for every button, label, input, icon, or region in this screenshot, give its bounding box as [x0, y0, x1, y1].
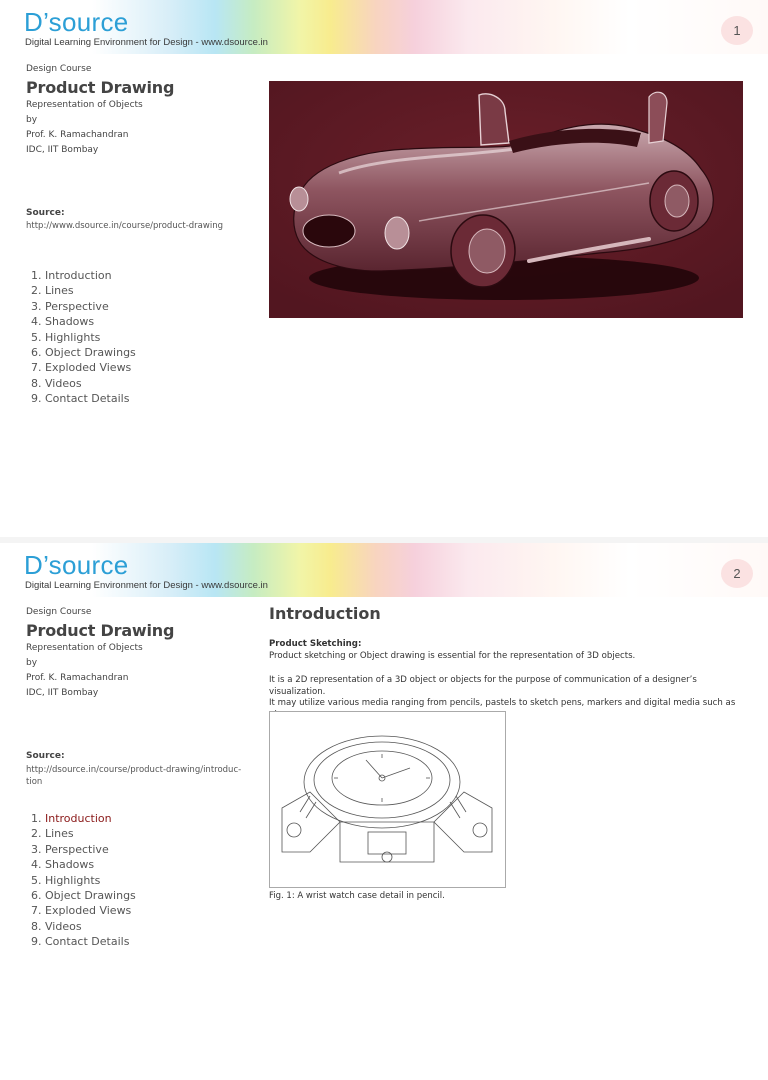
course-info	[26, 605, 256, 700]
course-institute: IDC, IIT Bombay	[26, 688, 99, 698]
slide-page-1	[0, 0, 768, 537]
course-kicker: Design Course	[26, 64, 92, 74]
course-info	[26, 62, 256, 157]
toc-item-highlights[interactable]: 5. Highlights	[31, 873, 101, 887]
source-label: Source:	[26, 208, 65, 218]
page-number-badge: 1	[721, 16, 753, 45]
toc-item-introduction[interactable]: 1. Introduction	[31, 269, 112, 282]
source-link[interactable]: http://www.dsource.in/course/product-drawing	[26, 221, 223, 231]
car-sketch-image	[269, 81, 743, 318]
subheading: Product Sketching:	[269, 639, 362, 649]
site-tagline: Digital Learning Environment for Design - www.dsource.in	[25, 580, 268, 591]
site-tagline: Digital Learning Environment for Design - www.dsource.in	[25, 37, 268, 48]
toc-item-shadows[interactable]: 4. Shadows	[31, 315, 95, 329]
toc-item-contact-details[interactable]: 9. Contact Details	[31, 392, 130, 406]
table-of-contents	[31, 268, 136, 407]
figure-caption: Fig. 1: A wrist watch case detail in pencil.	[269, 891, 445, 901]
page-header	[0, 543, 768, 597]
course-subtitle: Representation of Objects	[26, 100, 143, 110]
source-url-line: http://dsource.in/course/product-drawing/introduc-	[26, 765, 242, 775]
course-title: Product Drawing	[26, 78, 175, 97]
toc-item-exploded-views[interactable]: 7. Exploded Views	[31, 904, 132, 918]
toc-item-perspective[interactable]: 3. Perspective	[31, 299, 109, 313]
source-link[interactable]	[26, 764, 251, 788]
toc-item-shadows[interactable]: 4. Shadows	[31, 858, 95, 872]
intro-paragraph-1	[269, 639, 743, 662]
watch-sketch-image	[269, 711, 506, 888]
course-author: Prof. K. Ramachandran	[26, 673, 129, 683]
toc-item-perspective[interactable]: 3. Perspective	[31, 842, 109, 856]
toc-item-exploded-views[interactable]: 7. Exploded Views	[31, 361, 132, 375]
course-by: by	[26, 658, 38, 668]
course-institute: IDC, IIT Bombay	[26, 145, 99, 155]
paragraph-text: Product sketching or Object drawing is essential for the representation of 3D objects.	[269, 650, 636, 661]
toc-item-contact-details[interactable]: 9. Contact Details	[31, 935, 130, 949]
course-kicker: Design Course	[26, 607, 92, 617]
toc-item-object-drawings[interactable]: 6. Object Drawings	[31, 346, 136, 360]
dsource-logo: D’source	[24, 550, 129, 580]
page-header	[0, 0, 768, 54]
source-label: Source:	[26, 751, 65, 761]
section-title: Introduction	[269, 604, 381, 623]
paragraph-line: It is a 2D representation of a 3D object or objects for the purpose of communication of a designer’s visualization.	[269, 675, 697, 697]
table-of-contents	[31, 811, 136, 950]
course-by: by	[26, 115, 38, 125]
toc-item-highlights[interactable]: 5. Highlights	[31, 330, 101, 344]
course-title: Product Drawing	[26, 621, 175, 640]
dsource-logo: D’source	[24, 7, 129, 37]
course-subtitle: Representation of Objects	[26, 643, 143, 653]
toc-item-introduction[interactable]: 1. Introduction	[31, 812, 112, 825]
toc-item-videos[interactable]: 8. Videos	[31, 376, 82, 390]
page-number-badge: 2	[721, 559, 753, 588]
toc-item-lines[interactable]: 2. Lines	[31, 284, 74, 298]
source-url-line: tion	[26, 777, 43, 787]
toc-item-videos[interactable]: 8. Videos	[31, 919, 82, 933]
toc-item-lines[interactable]: 2. Lines	[31, 827, 74, 841]
paragraph-line: It may utilize various media ranging from pencils, pastels to sketch pens, markers and digital media such as	[269, 698, 736, 709]
toc-item-object-drawings[interactable]: 6. Object Drawings	[31, 889, 136, 903]
course-author: Prof. K. Ramachandran	[26, 130, 129, 140]
